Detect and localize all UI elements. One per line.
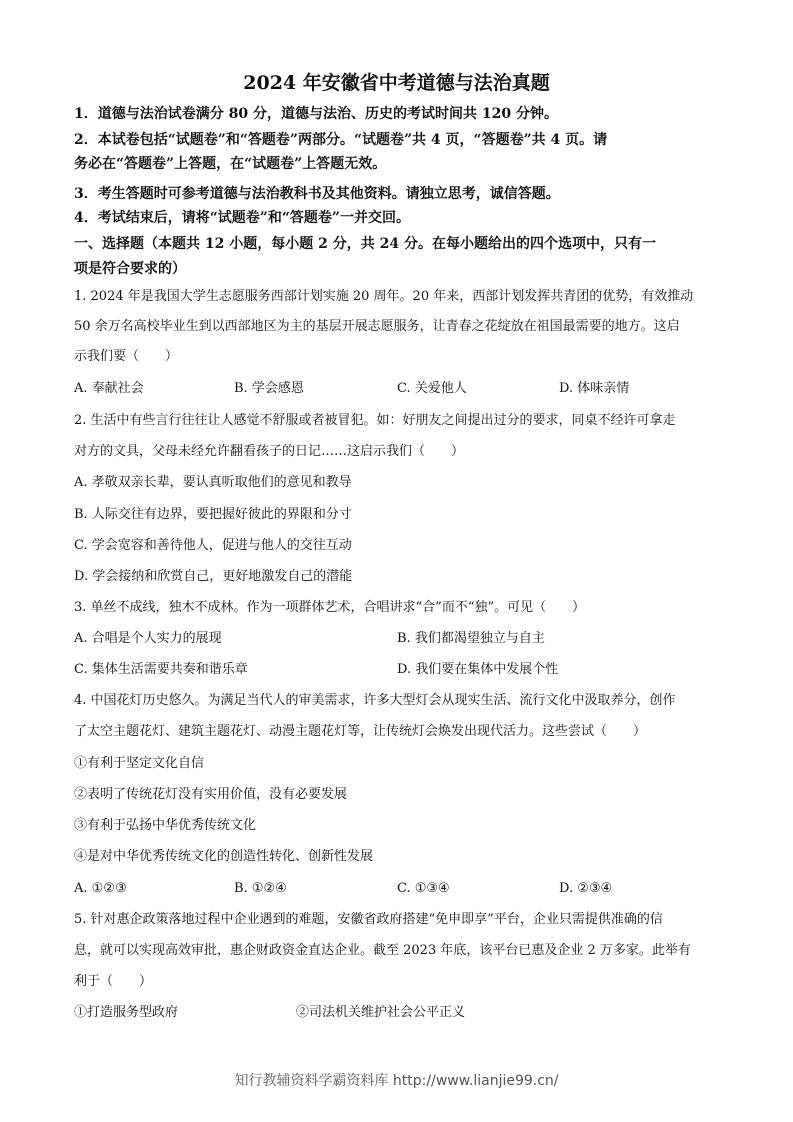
q4-option-d: D. ②③④: [559, 881, 613, 896]
q4-item-1: ①有利于坚定文化自信: [74, 756, 205, 771]
note-1: 1．道德与法治试卷满分 80 分，道德与法治、历史的考试时间共 120 分钟。: [74, 106, 558, 122]
q4-option-c: C. ①③④: [397, 881, 450, 896]
q4-option-b: B. ①②④: [234, 881, 287, 896]
q4-line-1: 4. 中国花灯历史悠久。为满足当代人的审美需求，许多大型灯会从现实生活、流行文化中汲取养分，创作: [74, 693, 676, 708]
q4-option-a: A. ①②③: [74, 881, 127, 896]
q2-line-2: 对方的文具，父母未经允许翻看孩子的日记……这启示我们（ ）: [74, 444, 465, 459]
q1-option-b: B. 学会感恩: [234, 381, 304, 396]
note-4: 4．考试结束后，请将“试题卷”和“答题卷”一并交回。: [74, 210, 410, 226]
footer-watermark: 知行教辅资料学霸资料库 http://www.lianjie99.cn/: [234, 1073, 559, 1089]
q5-item-1: ①打造服务型政府: [74, 1005, 179, 1020]
q3-option-c: C. 集体生活需要共奏和谐乐章: [74, 662, 248, 677]
q1-option-d: D. 体味亲情: [559, 381, 630, 396]
section-heading-cont: 项是符合要求的）: [74, 261, 186, 277]
q5-line-3: 利于（ ）: [74, 974, 153, 989]
q3-line-1: 3. 单丝不成线，独木不成林。作为一项群体艺术，合唱讲求“合”而不“独”。可见（ ）: [74, 600, 586, 615]
q3-option-a: A. 合唱是个人实力的展现: [74, 631, 222, 646]
q1-option-a: A. 奉献社会: [74, 381, 144, 396]
q5-item-2: ②司法机关维护社会公平正义: [296, 1005, 466, 1020]
q4-item-4: ④是对中华优秀传统文化的创造性转化、创新性发展: [74, 849, 374, 864]
q2-option-c: C. 学会宽容和善待他人，促进与他人的交往互动: [74, 538, 352, 553]
q3-option-d: D. 我们要在集体中发展个性: [397, 662, 559, 677]
note-2-cont: 务必在“答题卷”上答题，在“试题卷”上答题无效。: [74, 156, 387, 172]
q1-option-c: C. 关爱他人: [397, 381, 467, 396]
q2-option-b: B. 人际交往有边界，要把握好彼此的界限和分寸: [74, 507, 352, 522]
page-title: 2024 年安徽省中考道德与法治真题: [243, 72, 550, 94]
q2-option-a: A. 孝敬双亲长辈，要认真听取他们的意见和教导: [74, 475, 352, 490]
q2-option-d: D. 学会接纳和欣赏自己，更好地激发自己的潜能: [74, 569, 353, 584]
q1-line-1: 1. 2024 年是我国大学生志愿服务西部计划实施 20 周年。20 年来，西部计划发挥共青团的优势，有效推动: [74, 289, 694, 304]
q1-line-3: 示我们要（ ）: [74, 349, 179, 364]
q5-line-1: 5. 针对惠企政策落地过程中企业遇到的难题，安徽省政府搭建“免申即享”平台，企业只需提供准确的信: [74, 912, 663, 927]
section-heading: 一、选择题（本题共 12 小题，每小题 2 分，共 24 分。在每小题给出的四个选项中，只有一: [74, 236, 656, 252]
q5-line-2: 息，就可以实现高效审批，惠企财政资金直达企业。截至 2023 年底，该平台已惠及企业 2 万多家。此举有: [74, 943, 691, 958]
note-2: 2．本试卷包括“试题卷”和“答题卷”两部分。“试题卷”共 4 页，“答题卷”共 4 页。请: [74, 132, 608, 148]
q4-item-3: ③有利于弘扬中华优秀传统文化: [74, 818, 257, 833]
q4-item-2: ②表明了传统花灯没有实用价值，没有必要发展: [74, 787, 348, 802]
q1-line-2: 50 余万名高校毕业生到以西部地区为主的基层开展志愿服务，让青春之花绽放在祖国最需要的地方。这启: [74, 319, 680, 334]
q3-option-b: B. 我们都渴望独立与自主: [397, 631, 545, 646]
q2-line-1: 2. 生活中有些言行往往让人感觉不舒服或者被冒犯。如：好朋友之间提出过分的要求，同桌不经许可拿走: [74, 413, 676, 428]
note-3: 3．考生答题时可参考道德与法治教科书及其他资料。请独立思考，诚信答题。: [74, 186, 560, 202]
q4-line-2: 了太空主题花灯、建筑主题花灯、动漫主题花灯等，让传统灯会焕发出现代活力。这些尝试（ ）: [74, 724, 647, 739]
